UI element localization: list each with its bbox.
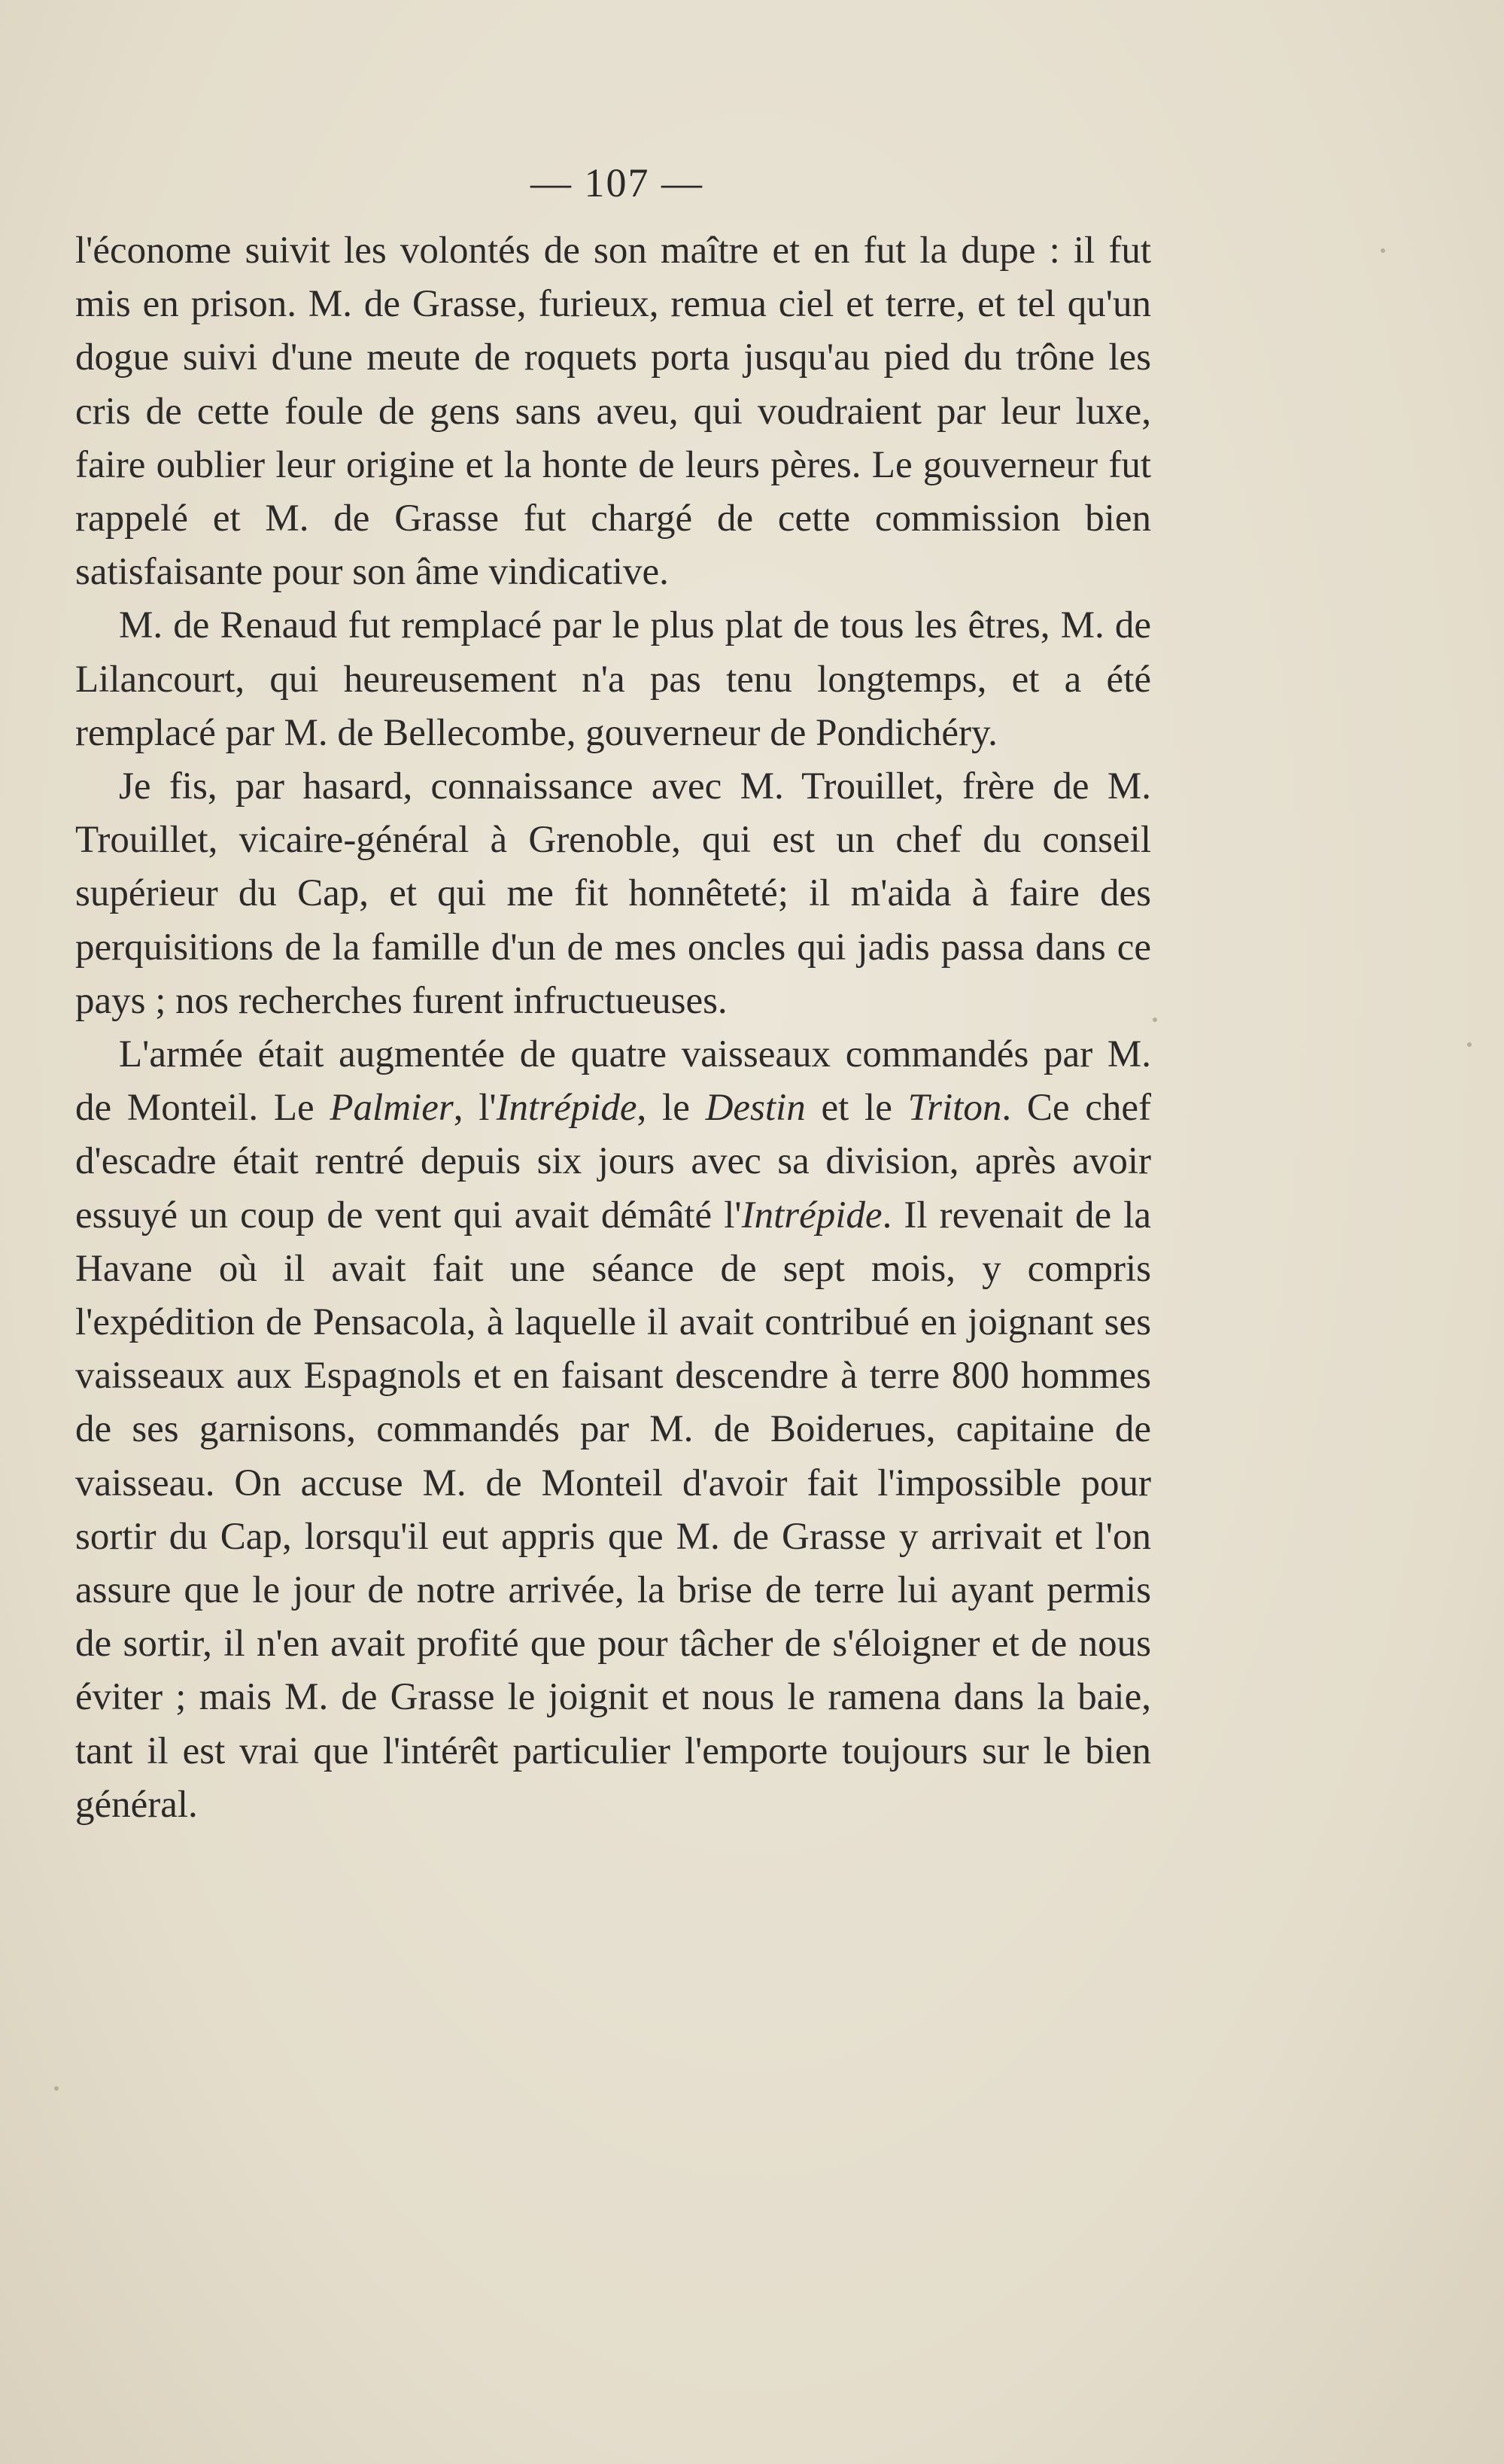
- paragraph-4-text-c: , le: [637, 1087, 706, 1130]
- paper-speck: [1153, 1018, 1157, 1022]
- paragraph-4-text-f: . Il revenait de la Havane où il avait fait une séance de sept mois, y compris l'expédition de Pensacola, à laquelle il avait contribué en joignant ses vaisseaux aux Espagnols et en faisant descendre à terre 800 hommes de ses garnisons, commandés par M. de Boiderues, capitaine de vaisseau. On accuse M. de Monteil d'avoir fait l'impossible pour sortir du Cap, lorsqu'il eut appris que M. de Grasse y arrivait et l'on assure que le jour de notre arrivée, la brise de terre lui ayant permis de sortir, il n'en avait profité que pour tâcher de s'éloigner et de nous éviter ; mais M. de Grasse le joignit et nous le ramena dans la baie, tant il est vrai que l'intérêt particulier l'emporte toujours sur le bien général.: [75, 1194, 1151, 1826]
- ship-name-triton: Triton: [907, 1087, 1002, 1130]
- paragraph-4-text-b: , l': [453, 1087, 497, 1130]
- paragraph-4-text-d: et le: [805, 1087, 908, 1130]
- ship-name-intrepide-2: Intrépide: [741, 1194, 883, 1237]
- paragraph-4: [75, 1028, 1151, 1832]
- ship-name-palmier: Palmier: [330, 1087, 454, 1130]
- page-number: — 107 —: [530, 160, 703, 205]
- paragraph-4-text-e: . Ce chef d'escadre était rentré depuis six jours avec sa division, après avoir essuyé un coup de vent qui avait démâté l': [75, 1087, 1151, 1237]
- paragraph-2: M. de Renaud fut remplacé par le plus plat de tous les êtres, M. de Lilancourt, qui heureusement n'a pas tenu longtemps, et a été remplacé par M. de Bellecombe, gouverneur de Pondichéry.: [75, 604, 1151, 754]
- paper-speck: [1381, 248, 1385, 253]
- paper-speck: [1467, 1042, 1472, 1047]
- paper-speck: [54, 2086, 59, 2091]
- paragraph-4-text-a: L'armée était augmentée de quatre vaisseaux commandés par M. de Monteil. Le: [75, 1033, 1151, 1130]
- ship-name-intrepide: Intrépide: [496, 1087, 637, 1130]
- paragraph-3: Je fis, par hasard, connaissance avec M. Trouillet, frère de M. Trouillet, vicaire-général à Grenoble, qui est un chef du conseil supérieur du Cap, et qui me fit honnêteté; il m'aida à faire des perquisitions de la famille d'un de mes oncles qui jadis passa dans ce pays ; nos recherches furent infructueuses.: [75, 765, 1151, 1022]
- ship-name-destin: Destin: [705, 1087, 806, 1130]
- paragraph-1: l'économe suivit les volontés de son maître et en fut la dupe : il fut mis en prison. M. de Grasse, furieux, remua ciel et terre, et tel qu'un dogue suivi d'une meute de roquets porta jusqu'au pied du trône les cris de cette foule de gens sans aveu, qui voudraient par leur luxe, faire oublier leur origine et la honte de leurs pères. Le gouverneur fut rappelé et M. de Grasse fut chargé de cette commission bien satisfaisante pour son âme vindicative.: [75, 230, 1151, 594]
- body-text: [75, 224, 1151, 1832]
